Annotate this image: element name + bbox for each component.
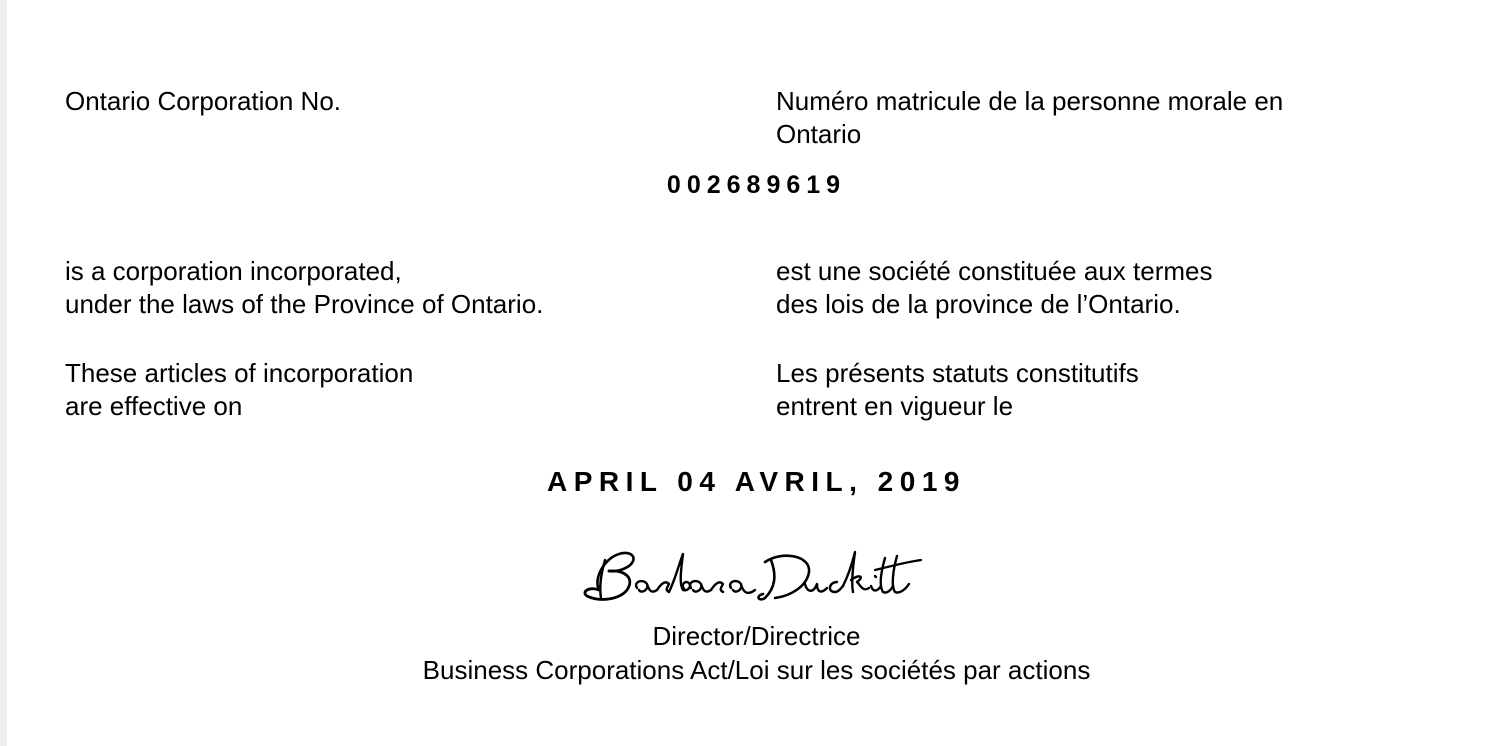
corporation-label-fr-line1: Numéro matricule de la personne morale en — [776, 86, 1284, 116]
director-signature — [579, 540, 929, 612]
articles-en-line1: These articles of incorporation — [65, 358, 414, 388]
incorporation-en-line1: is a corporation incorporated, — [65, 256, 402, 286]
director-title: Director/Directrice — [652, 621, 861, 651]
business-corporations-act: Business Corporations Act/Loi sur les sociétés par actions — [422, 655, 1091, 685]
articles-fr-line1: Les présents statuts constitutifs — [776, 358, 1139, 388]
certificate-page — [7, 0, 1506, 746]
articles-en-line2: are effective on — [65, 391, 243, 421]
incorporation-fr-line2: des lois de la province de l’Ontario. — [776, 289, 1181, 319]
incorporation-fr-line1: est une société constituée aux termes — [776, 256, 1213, 286]
effective-date: APRIL 04 AVRIL, 2019 — [547, 466, 966, 497]
corporation-number: 002689619 — [666, 171, 847, 199]
corporation-label-fr-line2: Ontario — [776, 119, 862, 149]
articles-fr-line2: entrent en vigueur le — [776, 391, 1014, 421]
left-margin — [0, 0, 7, 746]
incorporation-en-line2: under the laws of the Province of Ontario. — [65, 289, 544, 319]
corporation-label-en: Ontario Corporation No. — [65, 86, 342, 116]
